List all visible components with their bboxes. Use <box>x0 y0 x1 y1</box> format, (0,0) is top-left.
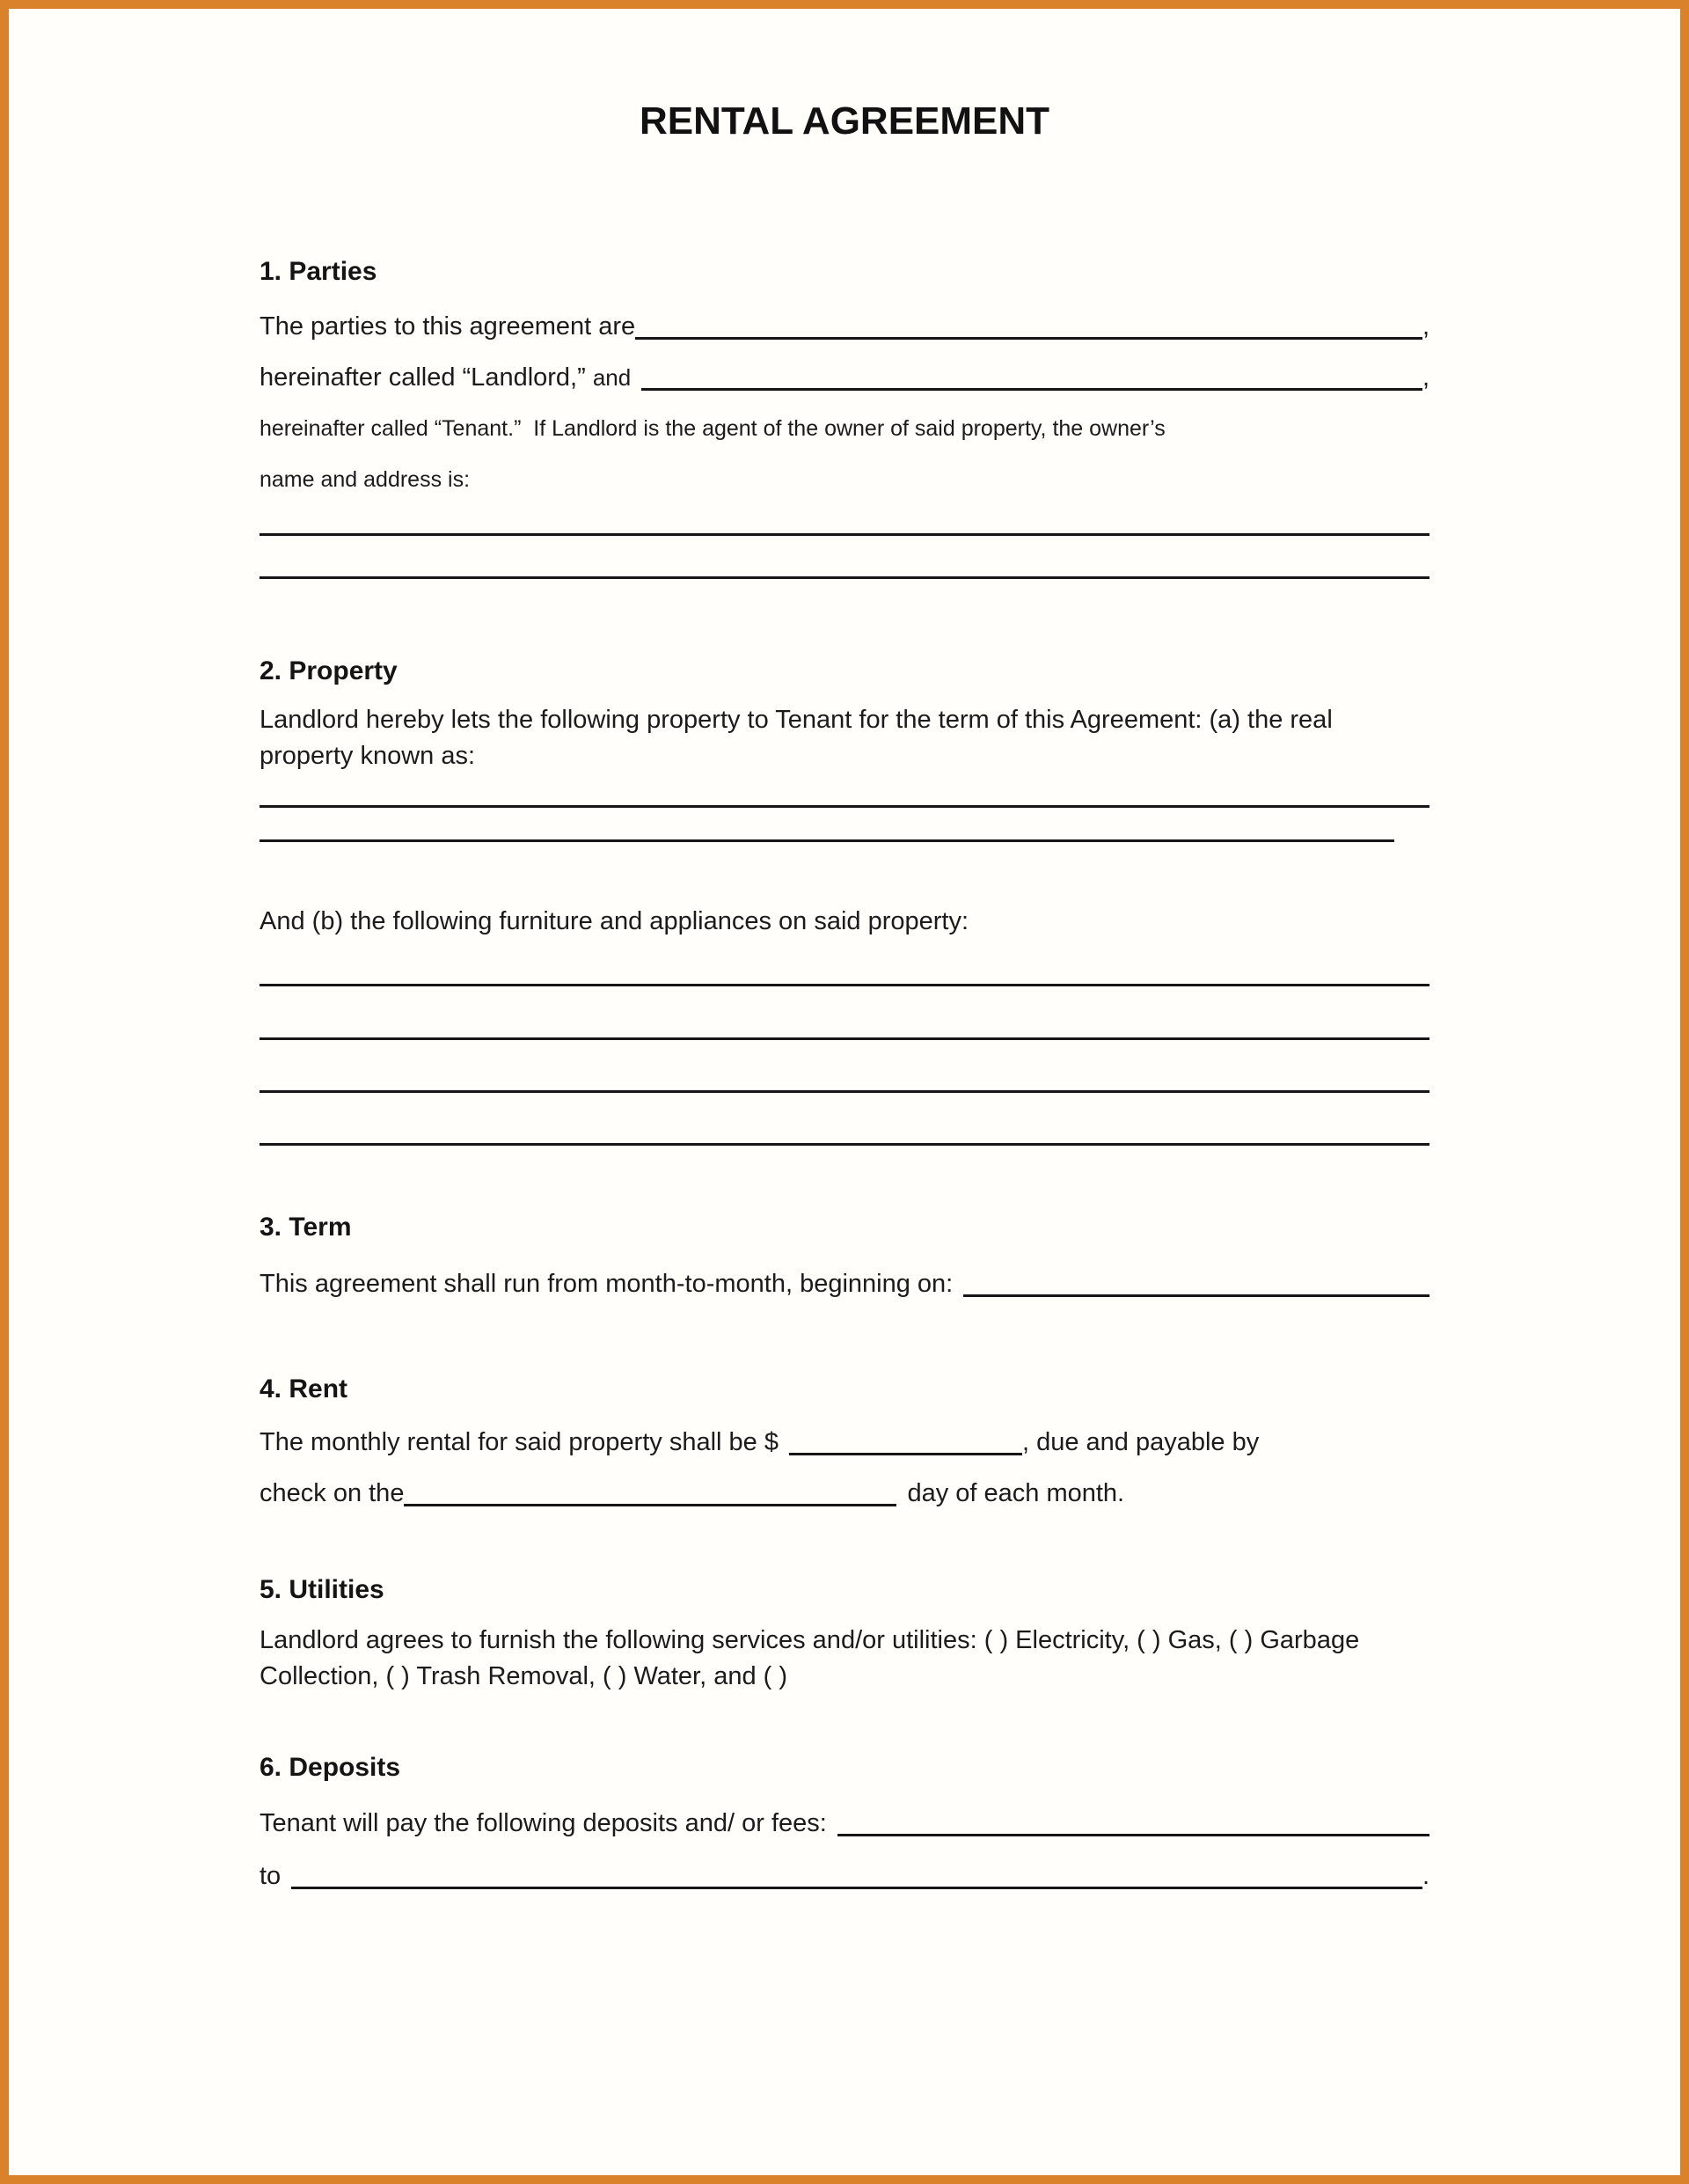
parties-line1-label: The parties to this agreement are <box>260 312 636 341</box>
form-line <box>260 352 1429 403</box>
fill-in-blank-owner-address-line1 <box>260 533 1429 536</box>
deposits-line2-period: . <box>1422 1862 1429 1890</box>
parties-line2-and: and <box>592 364 632 391</box>
fill-in-blank-tenant-name <box>641 388 1422 391</box>
fill-in-blank-furniture-line1 <box>260 984 1429 986</box>
rent-paragraph <box>260 1417 1429 1519</box>
rent-line2-label: check on the <box>260 1479 405 1507</box>
property-intro: Landlord hereby lets the following property to Tenant for the term of this Agreement: (a) the real property known as: <box>260 706 1333 770</box>
fill-in-blank-landlord-name <box>635 337 1422 340</box>
parties-paragraph <box>260 301 1429 505</box>
fill-in-blank-furniture-line4 <box>260 1143 1429 1146</box>
fill-in-blank-rent-due-day <box>404 1504 896 1506</box>
fill-in-blank-rent-amount <box>789 1453 1022 1455</box>
fill-in-blank-furniture-line3 <box>260 1090 1429 1093</box>
parties-line4: name and address is: <box>260 467 471 492</box>
fill-in-blank-furniture-line2 <box>260 1037 1429 1040</box>
section-heading-deposits: 6. Deposits <box>260 1753 401 1782</box>
form-line <box>260 1850 1429 1902</box>
fill-in-blank-owner-address-line2 <box>260 576 1429 579</box>
parties-line2-comma: , <box>1422 363 1429 392</box>
form-line <box>260 1258 1429 1309</box>
parties-line1-comma: , <box>1422 312 1429 341</box>
section-heading-parties: 1. Parties <box>260 257 377 286</box>
form-line <box>260 1417 1429 1468</box>
document-title: RENTAL AGREEMENT <box>639 99 1050 143</box>
border-top-edge <box>0 0 1689 4</box>
rent-line1-label: The monthly rental for said property shall be $ <box>260 1428 779 1456</box>
utilities-body: Landlord agrees to furnish the following services and/or utilities: ( ) Electricity, ( ) Gas, ( ) Garbage Collection, ( ) Trash Removal, ( ) Water, and ( ) <box>260 1626 1360 1690</box>
rent-line1-after: , due and payable by <box>1021 1428 1260 1456</box>
section-heading-rent: 4. Rent <box>260 1374 348 1403</box>
deposits-line1-label: Tenant will pay the following deposits and/ or fees: <box>260 1809 827 1837</box>
section-heading-property: 2. Property <box>260 656 398 685</box>
parties-line3: hereinafter called “Tenant.” If Landlord is the agent of the owner of said property, the owner’s <box>260 416 1166 441</box>
fill-in-blank-property-line1 <box>260 805 1429 808</box>
section-heading-utilities: 5. Utilities <box>260 1575 384 1604</box>
fill-in-blank-property-line2 <box>260 839 1394 842</box>
form-line <box>260 1797 1429 1850</box>
fill-in-blank-deposit-payee <box>291 1887 1422 1889</box>
rent-line2-after: day of each month. <box>907 1479 1125 1507</box>
deposits-line2-label: to <box>260 1862 282 1890</box>
term-line-label: This agreement shall run from month-to-month, beginning on: <box>260 1270 954 1298</box>
fill-in-blank-deposit-fees <box>837 1834 1429 1836</box>
form-line <box>260 301 1429 352</box>
deposits-paragraph <box>260 1797 1429 1902</box>
document-content <box>9 100 1680 1902</box>
section-heading-term: 3. Term <box>260 1213 352 1242</box>
furniture-intro: And (b) the following furniture and appliances on said property: <box>260 907 969 935</box>
fill-in-blank-term-start-date <box>963 1294 1429 1297</box>
scan-artifact-corner-mark <box>0 0 4 13</box>
parties-line2-label: hereinafter called “Landlord,” <box>260 363 593 392</box>
form-line <box>260 1468 1429 1519</box>
